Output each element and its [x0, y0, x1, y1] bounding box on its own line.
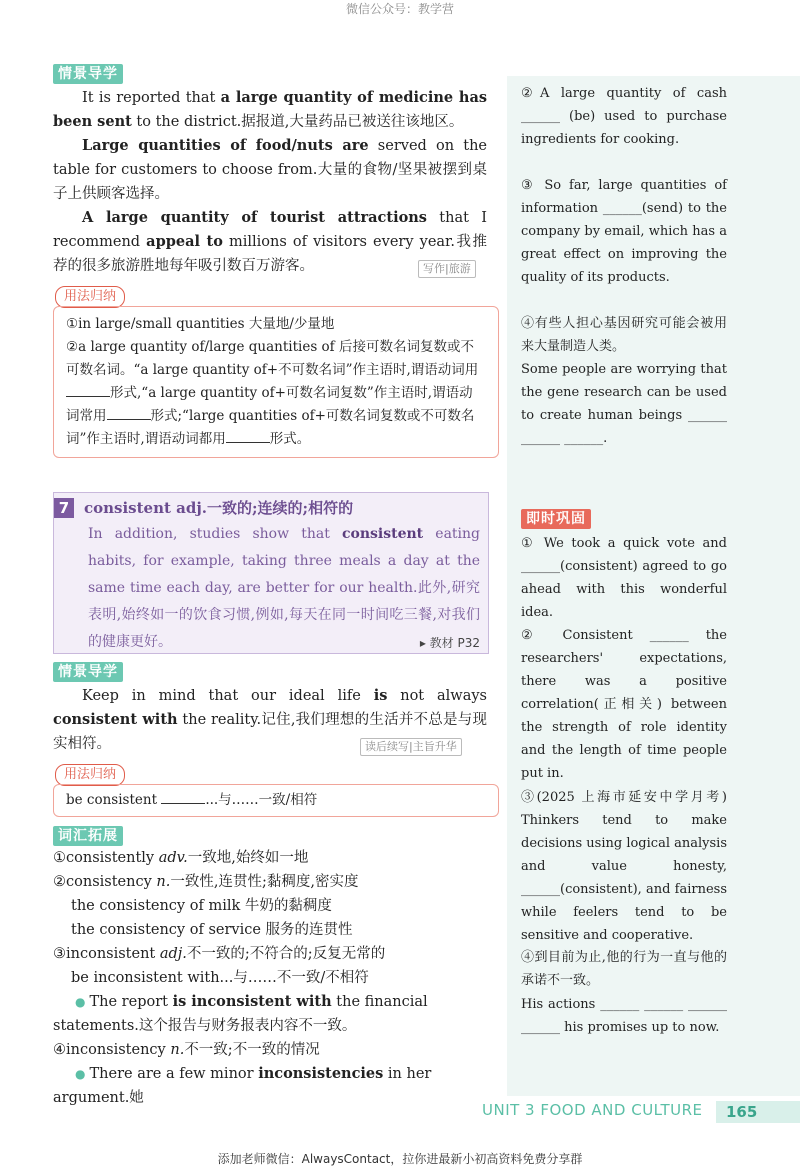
- scene-paragraph-3: A large quantity of tourist attractions that I recommend appeal to millions of visitors every year.我推荐的很多旅游胜地每年吸引数百万游客。: [53, 209, 487, 274]
- practice-1: ① We took a quick vote and ______(consistent) agreed to go ahead with this wonderful idea.: [521, 536, 727, 620]
- exercise-q2: ②A large quantity of cash ______ (be) used to purchase ingredients for cooking.: [521, 86, 727, 147]
- practice-4-en: His actions ______ ______ ______ ______ his promises up to now.: [521, 997, 727, 1035]
- word-entry-box: [53, 492, 489, 654]
- scene-paragraph-2: Large quantities of food/nuts are served on the table for customers to choose from.大量的食物/坚果被摆到桌子上供顾客选择。: [53, 137, 487, 202]
- usage-box: be consistent ...与……一致/相符: [53, 784, 499, 817]
- section-tag-scene: 情景导学: [53, 662, 123, 682]
- usage-label: 用法归纳: [55, 286, 125, 308]
- section-tag-scene: 情景导学: [53, 64, 123, 84]
- answer-blank[interactable]: [107, 405, 151, 420]
- word-number: 7: [54, 498, 74, 518]
- vocab-example: be inconsistent with...与……不一致/不相符: [71, 970, 369, 986]
- usage-line-2: ②a large quantity of/large quantities of 后接可数名词复数或不可数名词。“a large quantity of+不可数名词”作主语时,谓语动词用形式,“a large quantity of+可数名词复数”作主语时,谓语动词常用 形式;“large quantities of+可数名词复数或不可数名词”作主语时,谓语动词都用 形式。: [66, 339, 479, 447]
- practice-3: ③(2025 上海市延安中学月考) Thinkers tend to make decisions using logical analysis and value honesty, ______(consistent), and fairness while feelers tend to be sensitive and cooperative.: [521, 790, 727, 943]
- usage-line-1: ①in large/small quantities 大量地/少量地: [66, 316, 335, 332]
- answer-blank[interactable]: [66, 382, 110, 397]
- vocab-sentence: ● The report is inconsistent with the financial statements.这个报告与财务报表内容不一致。: [53, 993, 428, 1034]
- practice-2: ② Consistent ______ the researchers' expectations, there was a positive correlation(正相关) between the strength of role identity and the length of time people put in.: [521, 628, 727, 781]
- word-heading: 7 consistent adj.一致的;连续的;相符的: [54, 497, 353, 519]
- usage-box: [53, 306, 499, 458]
- section-tag-vocab: 词汇拓展: [53, 826, 123, 846]
- exercise-q4-en: Some people are worrying that the gene research can be used to create human beings ______ ______ ______.: [521, 362, 727, 446]
- page-number: 165: [716, 1101, 800, 1123]
- vocab-item: ③inconsistent adj.不一致的;不符合的;反复无常的: [53, 946, 386, 962]
- answer-blank[interactable]: [226, 428, 270, 443]
- vocab-sentence: ● There are a few minor inconsistencies in her argument.她: [53, 1065, 432, 1106]
- vocab-example: the consistency of service 服务的连贯性: [71, 922, 353, 938]
- answer-blank[interactable]: [161, 789, 205, 804]
- header-caption: 微信公众号：教学营: [345, 2, 454, 16]
- scene-paragraph-1: It is reported that a large quantity of medicine has been sent to the district.据报道,大量药品已被送往该地区。: [53, 89, 487, 130]
- exercise-q3: ③ So far, large quantities of information ______(send) to the company by email, which has a great effect on improving the quality of its products.: [521, 178, 727, 285]
- word-example: In addition, studies show that consistent eating habits, for example, taking three meals a day at the same time each day, are better for our health.此外,研究表明,始终如一的饮食习惯,例如,每天在同一时间吃三餐,对我们的健康更好。: [88, 526, 480, 650]
- vocab-item: ②consistency n.一致性,连贯性;黏稠度,密实度: [53, 874, 359, 890]
- footer-caption: 添加老师微信：AlwaysContact，拉你进最新小初高资料免费分享群: [217, 1152, 583, 1166]
- vocab-list: [53, 846, 493, 1110]
- unit-title: UNIT 3 FOOD AND CULTURE: [482, 1101, 703, 1119]
- vocab-example: the consistency of milk 牛奶的黏稠度: [71, 898, 332, 914]
- scene2-paragraph: Keep in mind that our ideal life is not always consistent with the reality.记住,我们理想的生活并不总是与现实相符。: [53, 687, 487, 752]
- vocab-item: ①consistently adv.一致地,始终如一地: [53, 850, 309, 866]
- textbook-source: ▸ 教材 P32: [419, 636, 480, 650]
- usage-label: 用法归纳: [55, 764, 125, 786]
- exercise-q4-cn: ④有些人担心基因研究可能会被用来大量制造人类。: [521, 316, 727, 354]
- vocab-item: ④inconsistency n.不一致;不一致的情况: [53, 1042, 320, 1058]
- practice-4-cn: ④到目前为止,他的行为一直与他的承诺不一致。: [521, 950, 727, 988]
- topic-pill: 读后续写|主旨升华: [360, 738, 462, 756]
- topic-pill: 写作|旅游: [418, 260, 476, 278]
- section-tag-practice: 即时巩固: [521, 509, 591, 529]
